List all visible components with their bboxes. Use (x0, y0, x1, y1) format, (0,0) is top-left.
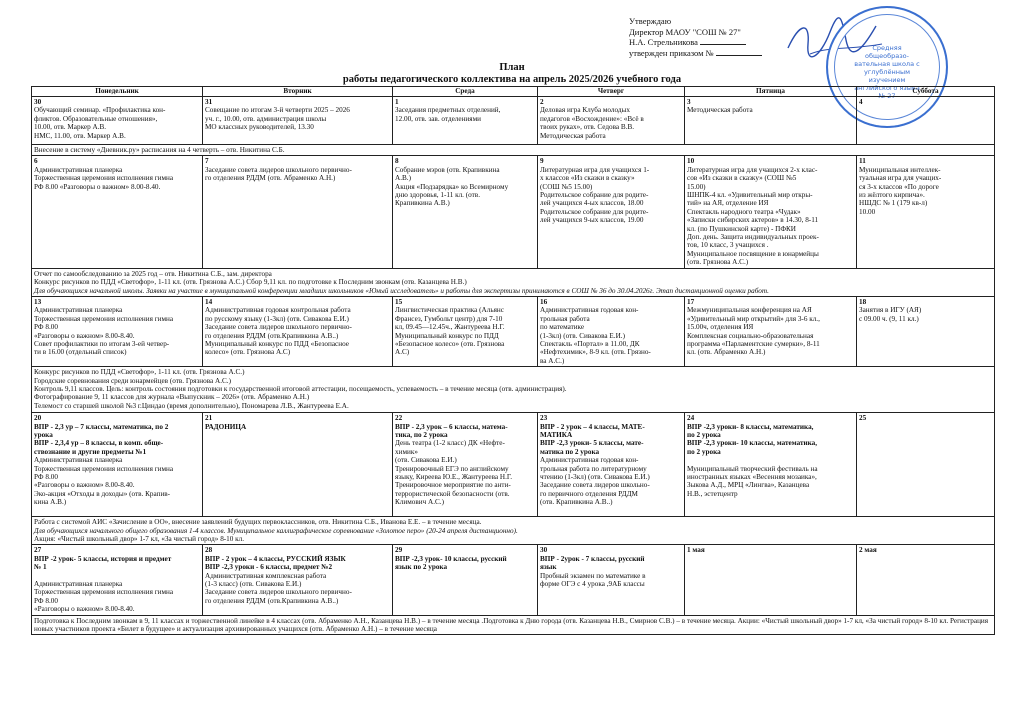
approval-line-3: Н.А. Стрельникова (629, 37, 698, 47)
day-number: 15 (395, 297, 403, 306)
day-cell (203, 97, 393, 145)
event-line: лей учащихся 4-ых классов, 18.00 (540, 199, 644, 208)
event-line: ва А.С.) (540, 356, 565, 365)
header-thursday: Четверг (538, 87, 685, 97)
event-line: (отв. Сивакова Е.И.) (395, 456, 457, 465)
event-line: по 2 урока (687, 447, 721, 456)
event-line: чтению (1-3кл) (отв. Сивакова Е.И.) (540, 473, 650, 481)
day-number: 24 (687, 414, 695, 423)
notes-row (32, 517, 995, 545)
event-line: А.С) (395, 348, 410, 357)
event-line: Н.В., эстетцентр (687, 489, 738, 498)
header-tuesday: Вторник (203, 87, 393, 97)
event-line: Муниципальный творческий фестиваль на (687, 464, 818, 473)
event-line: А.В.) (395, 174, 411, 183)
event-line: ся 3-х классов «По дороге (859, 182, 939, 191)
event-line: сов «Из сказки в сказку» (СОШ №5 (687, 174, 797, 183)
event-line: ВПР -2,3 уроки- 10 классы, математика, (687, 439, 818, 448)
event-line: Эко-акция «Отходы в доходы» (отв. Крапив- (34, 489, 171, 498)
day-number: 29 (395, 546, 403, 555)
event-line: Литературная игра для учащихся 2-х клас- (687, 165, 818, 174)
event-line: Заседание совета лидеров школьного первично- (205, 323, 352, 332)
event-line: го первичного отделения РДДМ (540, 489, 638, 498)
event-line: языку, Киреева Ю.Е., Жантуреева Н.Г. (395, 473, 513, 481)
event-line: по математике (540, 323, 585, 332)
event-line: террористической безопасности (отв. (395, 489, 510, 498)
day-cell (203, 413, 393, 517)
event-line: ВПР -2,3 уроки - 6 классы, предмет №2 (205, 563, 333, 572)
day-cell (393, 97, 538, 145)
event-line: 15.00) (687, 182, 706, 191)
week-notes (32, 268, 995, 296)
event-line: Литературная игра для учащихся 1- (540, 165, 650, 174)
event-line: «Нефтехимик», 8-9 кл. (отв. Грязно- (540, 348, 651, 357)
header-friday: Пятница (685, 87, 857, 97)
day-number: 1 мая (687, 546, 705, 555)
day-number: 17 (687, 297, 695, 306)
event-line: Заседание совета лидеров школьно- (540, 481, 650, 490)
event-line: Спектакль народного театра «Чудак» (687, 207, 801, 216)
event-line: дню здоровья, 1-11 кл. (отв. (395, 191, 480, 200)
day-cell (393, 296, 538, 366)
event-line: колесо» (отв. Грязнова А.С) (205, 348, 291, 357)
event-line: Торжественная церемония исполнения гимна (34, 314, 174, 323)
event-line: Комплексная социально-образовательная (687, 331, 814, 340)
day-number: 16 (540, 297, 548, 306)
note-line: Подготовка к Последним звонкам в 9, 11 классах и торжественной линейке в 4 классах (отв. Абраменко А.Н., Казанцева Н.В.) – в течение месяца .Подготовка к Дню города (отв. Казанцева Н.В., Смирнов С.В.) – в течение месяца. Акции: «Чистый школьный двор» 1-7 кл, «За чистый город» 8-10 кл. Регистрация новых участников проекта «Билет в будущее» и актуализация архивированных учащихся (отв. Абраменко А.Н.) – в течение месяца (34, 616, 989, 634)
event-line: ВПР -2,3 уроки- 8 классы, математика, (687, 422, 814, 431)
event-line: химик» (395, 447, 418, 456)
day-cell (857, 413, 995, 517)
day-number: 20 (34, 414, 42, 423)
event-line: Совещание по итогам 3-й четверти 2025 – 2026 (205, 106, 350, 115)
note-line: Внесение в систему «Дневник.ру» расписания на 4 четверть – отв. Никитина С.Б. (34, 146, 285, 154)
event-line: фликтов. Образовательные отношения», (34, 114, 158, 123)
event-line: Муниципальное посвящение в юнармейцы (687, 249, 819, 258)
event-line: Климович А.С.) (395, 498, 444, 507)
event-line: (СОШ №5 15.00) (540, 182, 593, 191)
event-line: ШНПК-4 кл. «Удивительный мир откры- (687, 191, 813, 200)
event-line: НШДС № 1 (179 кв-л) (859, 199, 928, 208)
event-line: Муниципальный конкурс по ПДД «Безопасное (205, 339, 349, 348)
event-line: Административная годовая кон- (540, 456, 639, 465)
day-cell (32, 97, 203, 145)
note-line: Конкурс рисунков по ПДД «Светофор», 1-11 кл. (отв. Грязнова А.С.) Сбор 9,11 кл. по подготовке к Последним звонкам (отв. Казанцева Н.В.) (34, 278, 467, 287)
event-line: го отделения РДДМ (отв. Абраменко А.Н.) (205, 174, 336, 183)
day-number: 9 (540, 157, 544, 166)
event-line: трольная работа по литературному (540, 464, 647, 473)
note-line: Отчет по самообследованию за 2025 год – отв. Никитина С.Б., зам. директора (34, 269, 272, 278)
event-line: го отделения РДДМ (отв.Крапивкина А.В..) (205, 596, 339, 605)
event-line: педагогов «Восхождение»: «Всё в (540, 114, 644, 123)
event-line: лей учащихся 9-ых классов, 19.00 (540, 216, 644, 225)
day-number: 2 (540, 98, 544, 106)
event-line: РФ 8.00 (34, 596, 58, 605)
event-line: Административная планерка (34, 165, 123, 174)
header-saturday: Суббота (857, 87, 995, 97)
event-line: (отв. Грязнова А.С.) (687, 258, 749, 267)
day-number: 11 (859, 157, 866, 166)
event-line: твоих руках», отв. Седова В.В. (540, 123, 635, 132)
day-number: 7 (205, 157, 209, 166)
day-cell (32, 156, 203, 268)
note-line: Конкурс рисунков по ПДД «Светофор», 1-11 кл. (отв. Грязнова А.С.) (34, 368, 245, 377)
notes-row (32, 145, 995, 156)
event-line: Административная годовая кон- (540, 306, 639, 315)
day-cell (685, 545, 857, 615)
event-line: туальная игра для учащих- (859, 174, 942, 183)
day-number: 30 (34, 98, 42, 106)
note-line: Работа с системой АИС «Зачисление в ОО», внесение заявлений будущих первоклассников, отв. Никитина С.Б., Иванова Е.Е. – в течение месяца. (34, 518, 482, 527)
event-line: РФ 8.00 (34, 323, 58, 332)
event-line: тика, по 2 урока (395, 430, 448, 439)
event-line: Собрание мэров (отв. Крапивкина (395, 165, 500, 174)
day-number: 3 (687, 98, 691, 106)
event-line: «Записки сибирских актеров» в 14.30, 8-11 (687, 216, 819, 225)
event-line: Обучающий семинар. «Профилактика кон- (34, 106, 166, 115)
day-cell (538, 545, 685, 615)
event-line: по 2 урока (687, 430, 721, 439)
event-line: Торжественная церемония исполнения гимна (34, 588, 174, 597)
day-cell (685, 97, 857, 145)
event-line: программа «Парламентские сумерки», 8-11 (687, 339, 820, 348)
event-line: Франсез, Гумбольт центр) для 7-10 (395, 314, 503, 323)
day-number: 23 (540, 414, 548, 423)
event-line: Тренировочное мероприятие по анти- (395, 481, 511, 490)
event-line: (отв. Крапивкина А.В..) (540, 498, 613, 507)
note-line: Контроль 9,11 классов. Цель: контроль состояния подготовки к государственной итоговой аттестации, посещаемость, успеваемость – в течение месяца (отв. администрация). (34, 384, 567, 393)
day-number: 18 (859, 297, 867, 306)
day-cell (538, 97, 685, 145)
event-line: Административная планерка (34, 580, 123, 588)
event-line: НМС, 11.00, отв. Маркер А.В. (34, 131, 126, 140)
event-line: язык по 2 урока (395, 563, 448, 572)
event-line: «Разговоры о важном» 8.00-8.40. (34, 331, 135, 340)
event-line: МАТИКА (540, 430, 573, 439)
header-row (32, 87, 995, 97)
day-number: 13 (34, 297, 42, 306)
event-line: Занятия в ИГУ (АЯ) (859, 306, 922, 315)
day-cell (203, 545, 393, 615)
event-line: тов, 10 класс, 3 учащихся . (687, 241, 769, 250)
event-line: Заседание совета лидеров школьного первично- (205, 165, 352, 174)
event-line: тий» на АЯ, отделение ИЯ (687, 199, 769, 208)
day-cell (685, 156, 857, 268)
day-cell (857, 296, 995, 366)
event-line (687, 456, 854, 464)
event-line: иностранных языках «Весенняя мозаика», (687, 473, 817, 481)
note-line: Телемост со старшей школой №3 г.Циндао (время дополнительно), Пономарева Л.В., Жантуреева Е.А. (34, 401, 349, 410)
event-line: «Разговоры о важном» 8.00-8.40. (34, 481, 135, 490)
event-line: «Разговоры о важном» 8.00-8.40. (34, 605, 135, 614)
order-number-line (716, 55, 762, 56)
day-cell (685, 413, 857, 517)
week-notes (32, 517, 995, 545)
plan-table (31, 86, 995, 635)
event-line: Торжественная церемония исполнения гимна (34, 464, 174, 473)
day-cell (32, 545, 203, 615)
day-cell (857, 545, 995, 615)
event-line: ВПР - 2,3,4 ур – 8 классы, в комп. обще- (34, 439, 164, 448)
day-number: 22 (395, 414, 403, 423)
event-line: Лингвистическая практика (Альянс (395, 306, 504, 315)
event-line: Крапивкина А.В.) (395, 199, 450, 208)
day-number: 4 (859, 98, 863, 106)
event-line: Спектакль «Портал» в 11.00, ДК (540, 339, 640, 348)
day-cell (538, 296, 685, 366)
event-line: Административная комплексная работа (205, 571, 327, 580)
event-line: ти в 16.00 (отдельный список) (34, 348, 127, 357)
event-line: (1-3кл) (отв. Сивакова Е.И.) (540, 331, 625, 340)
event-line: Торжественная церемония исполнения гимна (34, 174, 174, 183)
event-line: х классов «Из сказки в сказку» (540, 174, 635, 183)
event-line: Родительское собрание для родите- (540, 191, 649, 200)
event-line: ВПР - 2,3 ур – 7 классы, математика, по 2 (34, 422, 169, 431)
day-cell (538, 413, 685, 517)
event-line: Родительское собрание для родите- (540, 207, 649, 216)
event-line: Методическая работа (687, 106, 753, 115)
event-line: язык (540, 563, 557, 572)
event-line: Муниципальная интеллек- (859, 165, 941, 174)
event-line: кл. (по Пушкинской карте) - ПФКИ (687, 224, 796, 233)
event-line: «Безопасное колесо» (отв. Грязнова (395, 339, 505, 348)
week-notes (32, 615, 995, 635)
event-line: 10.00 (859, 207, 876, 216)
event-line: РАДОНИЦА (205, 422, 247, 431)
week-row (32, 156, 995, 268)
notes-row (32, 268, 995, 296)
event-line: ВПР - 2 урок – 4 классы, РУССКИЙ ЯЗЫК (205, 554, 346, 563)
event-line: 12.00, отв. зав. отделениями (395, 114, 481, 123)
event-line: РФ 8.00 «Разговоры о важном» 8.00-8.40. (34, 182, 161, 191)
event-line: Межмуниципальная конференция на АЯ (687, 306, 812, 315)
event-line: ВПР - 2урок - 7 классы, русский (540, 554, 645, 563)
event-line: ВПР - 2,3 урок – 6 классы, матема- (395, 422, 508, 431)
event-line: урока (34, 430, 53, 439)
day-cell (32, 413, 203, 517)
event-line: Доп. день. Защита индивидуальных проек- (687, 233, 819, 242)
week-row (32, 413, 995, 517)
approval-line-2: Директор МАОУ "СОШ № 27" (629, 26, 741, 37)
event-line: «Удивительный мир открытий» для 3-6 кл., (687, 314, 820, 323)
event-line: ВПР - 2 урок – 4 классы, МАТЕ- (540, 422, 645, 431)
event-line: № 1 (34, 563, 47, 572)
day-number: 8 (395, 157, 399, 166)
day-number: 28 (205, 546, 213, 555)
event-line: кл, 09.45—12.45ч., Жантуреева Н.Г. (395, 323, 505, 332)
event-line: Заседание совета лидеров школьного первично- (205, 588, 352, 597)
day-cell (203, 296, 393, 366)
header-monday: Понедельник (32, 87, 203, 97)
event-line: форме ОГЭ с 4 урока ,9АБ классы (540, 580, 645, 588)
day-cell (685, 296, 857, 366)
note-line: Для обучающихся начального общего образования 1-4 классов. Муниципальное каллиграфическое соревнование «Золотое перо» (20-24 апреля дистанционно). (34, 526, 518, 535)
event-line: по русскому языку (1-3кл) (отв. Сивакова Е.И.) (205, 314, 349, 323)
day-number: 6 (34, 157, 38, 166)
note-line: Для обучающихся начальной школы. Заявки на участие в муниципальной конференции младших школьников «Юный исследователь» и работы для экспертизы принимаются в СОШ № 36 до 30.04.2026г. Этап дистанционной оценки работ. (34, 286, 769, 295)
note-line: Фотографирование 9, 11 классов для журнала «Выпускник – 2026» (отв. Абраменко А.Н.) (34, 393, 310, 402)
week-notes (32, 145, 995, 156)
note-line: Акция: «Чистый школьный двор» 1-7 кл, «За чистый город» 8-10 кл. (34, 534, 245, 543)
day-number: 21 (205, 414, 213, 423)
event-line: трольная работа (540, 314, 590, 323)
day-number: 31 (205, 98, 213, 106)
week-row (32, 97, 995, 145)
day-cell (203, 156, 393, 268)
event-line: Административная годовая контрольная работа (205, 306, 351, 315)
notes-row (32, 615, 995, 635)
event-line: Административная планерка (34, 456, 123, 465)
event-line: кл. (отв. Абраменко А.Н.) (687, 348, 766, 357)
week-row (32, 296, 995, 366)
event-line: РФ 8.00 (34, 473, 58, 481)
day-number: 30 (540, 546, 548, 555)
event-line: матика по 2 урока (540, 447, 600, 456)
event-line: 15.00ч, отделения ИЯ (687, 323, 754, 332)
week-row (32, 545, 995, 615)
event-line: Тренировочный ЕГЭ по английскому (395, 464, 509, 473)
page-title: План (499, 62, 525, 73)
event-line: ВПР -2 урок- 5 классы, история и предмет (34, 554, 172, 563)
day-number: 25 (859, 414, 867, 423)
event-line: (1-3 класс) (отв. Сивакова Е.И.) (205, 580, 302, 588)
event-line: Методическая работа (540, 131, 606, 140)
note-line: Городские соревнования среди юнармейцев (отв. Грязнова А.С.) (34, 376, 231, 385)
day-number: 14 (205, 297, 213, 306)
event-line: День театра (1-2 класс) ДК «Нефте- (395, 439, 505, 448)
event-line: кина А.В.) (34, 498, 67, 507)
approval-line-4: утвержден приказом № (629, 47, 714, 58)
event-line: ствознание и другие предметы №1 (34, 447, 147, 456)
event-line: Совет профилактики по итогам 3-ей четвер- (34, 339, 170, 348)
event-line: 10.00, отв. Маркер А.В. (34, 123, 107, 132)
event-line: ВПР -2,3 уроки- 5 классы, мате- (540, 439, 644, 448)
day-cell (857, 97, 995, 145)
event-line: ВПР -2,3 урок- 10 классы, русский (395, 554, 507, 563)
page-subtitle: работы педагогического коллектива на апрель 2025/2026 учебного года (342, 74, 682, 85)
day-cell (393, 413, 538, 517)
event-line: МО классных руководителей, 13.30 (205, 123, 314, 132)
event-line (34, 572, 200, 580)
header-wednesday: Среда (393, 87, 538, 97)
signature-line (700, 44, 746, 45)
event-line: Деловая игра Клуба молодых (540, 106, 630, 115)
event-line: го отделения РДДМ (отв.Крапивкина А.В..) (205, 331, 339, 340)
event-line: уч. г., 10.00, отв. администрация школы (205, 114, 327, 123)
day-number: 27 (34, 546, 42, 555)
day-cell (32, 296, 203, 366)
approval-line-1: Утверждаю (629, 16, 672, 26)
event-line: Акция «Подзарядка» ко Всемирному (395, 182, 509, 191)
event-line: Пробный экзамен по математике в (540, 571, 646, 580)
week-notes (32, 367, 995, 413)
day-cell (393, 156, 538, 268)
event-line: Заседания предметных отделений, (395, 106, 501, 115)
day-number: 10 (687, 157, 695, 166)
day-number: 1 (395, 98, 399, 106)
event-line: Административная планерка (34, 306, 123, 315)
notes-row (32, 367, 995, 413)
event-line: Зыкова А.Д., МРЦ «Лингва», Казанцева (687, 481, 810, 490)
seal-text: Средняя общеобразо-вательная школа с углублённым изучением английского языка № 27 (854, 44, 920, 100)
event-line: с 09.00 ч. (9, 11 кл.) (859, 314, 919, 323)
event-line: Муниципальный конкурс по ПДД (395, 331, 499, 340)
event-line: из жёлтого кирпича». (859, 191, 925, 200)
day-cell (538, 156, 685, 268)
day-cell (857, 156, 995, 268)
day-number: 2 мая (859, 546, 877, 555)
day-cell (393, 545, 538, 615)
